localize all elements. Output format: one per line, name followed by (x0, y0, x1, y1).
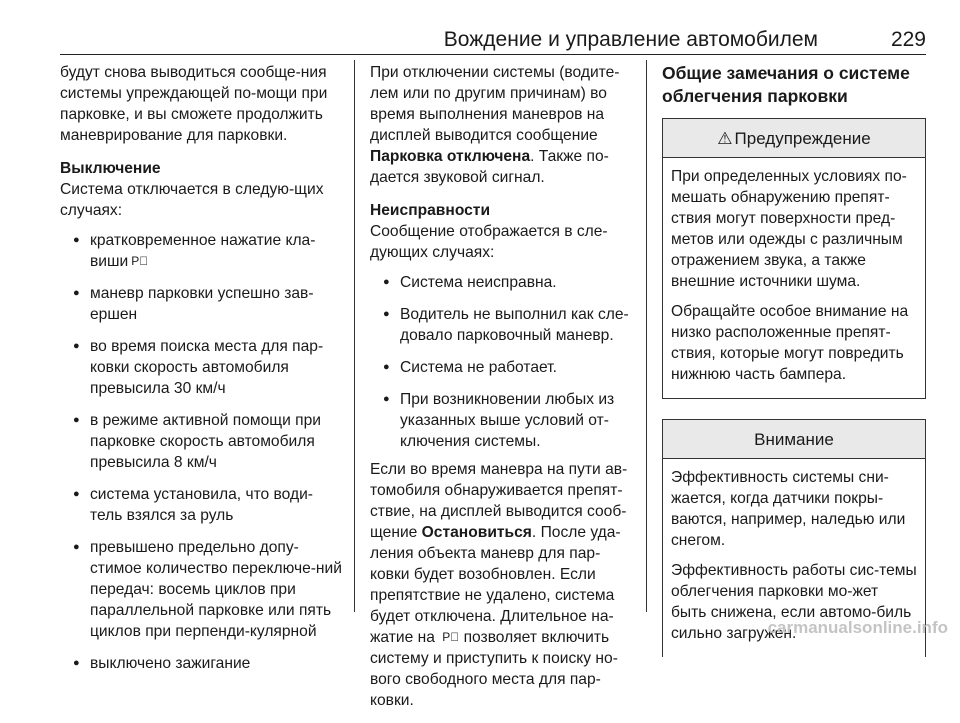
column-divider-2 (646, 60, 647, 612)
off-text: Система отключается в следую-щих случаях: (60, 181, 324, 219)
warning-text-1: При определенных условиях по-мешать обнаружению препят-ствия могут поверхности пред-метов или одежды с различным отражением звука, а также внешние источники шума. (671, 168, 907, 290)
intro-paragraph: будут снова выводиться сообще-ния системы упреждающей по-мощи при парковке, и вы сможете продолжить маневрирование для парковки. (60, 64, 328, 144)
warning-title: Предупреждение (734, 129, 871, 148)
fault-conditions-list (370, 272, 634, 452)
list-item: ● выключено зажигание (60, 653, 342, 674)
list-item: ● Водитель не выполнил как сле-довало парковочный маневр. (370, 304, 634, 346)
caution-text-2: Эффективность работы сис-темы облегчения парковки мо-жет быть снижена, если автомо-биль сильно загружен. (671, 562, 917, 642)
list-item: ● Система не работает. (370, 357, 634, 378)
fault-heading: Неисправности (370, 202, 491, 219)
warning-triangle-icon: ⚠ (717, 129, 733, 148)
off-conditions-list (60, 230, 342, 674)
list-item: ● При возникновении любых из указанных выше условий от-ключения системы. (370, 389, 634, 452)
list-item: ● маневр парковки успешно зав-ершен (60, 283, 342, 325)
list-item: ● в режиме активной помощи при парковке скорость автомобиля превысила 8 км/ч (60, 410, 342, 473)
column-right (662, 62, 926, 671)
warning-box-header (663, 119, 925, 158)
message-parking-disabled: Парковка отключена (370, 148, 531, 165)
caution-title: Внимание (754, 430, 834, 449)
list-item: ● кратковременное нажатие кла-виши P⃤ (60, 230, 342, 272)
page-title: Вождение и управление автомобилем (443, 28, 818, 51)
caution-text-1: Эффективность системы сни-жается, когда датчики покры-ваются, например, наледью или снегом. (671, 469, 906, 549)
parking-assist-icon: P⃤ (131, 254, 149, 268)
list-item: ● система установила, что води-тель взялся за руль (60, 484, 342, 526)
section-title: Общие замечания о системе облегчения парковки (662, 63, 910, 106)
list-item: ● Система неисправна. (370, 272, 634, 293)
message-stop: Остановиться (421, 524, 532, 541)
disable-paragraph: При отключении системы (водите-лем или по другим причинам) во время выполнения маневров на дисплей выводится сообщение Парковка отключена. Также по-дается звуковой сигнал. (370, 64, 620, 186)
column-divider-1 (354, 60, 355, 612)
warning-box-body (663, 158, 925, 398)
list-item: ● превышено предельно допу-стимое количество переключе-ний передач: восемь циклов при параллельной парковке или пять циклов при перпенди-кулярной (60, 537, 342, 642)
caution-box-header (663, 420, 925, 459)
fault-text: Сообщение отображается в сле-дующих случаях: (370, 223, 608, 261)
obstacle-paragraph: Если во время маневра на пути ав-томобиля обнаруживается препят-ствие, на дисплей выводится сооб-щение Остановиться. После уда-ления объекта маневр для пар-ковки будет возобновлен. Если препятствие не удалено, система будет отключена. Длительное на-жатие на P⃤ позволяет включить систему и приступить к поиску но-вого свободного места для пар-ковки. (370, 461, 628, 709)
column-middle (370, 62, 634, 723)
warning-box (662, 118, 926, 399)
column-left (60, 62, 342, 685)
warning-text-2: Обращайте особое внимание на низко расположенные препят-ствия, которые могут повредить нижнюю часть бампера. (671, 303, 909, 383)
page-number: 229 (890, 28, 926, 51)
watermark: carmanualsonline.info (767, 618, 948, 637)
parking-assist-icon: P⃤ (442, 630, 460, 644)
off-heading: Выключение (60, 160, 161, 177)
list-item: ● во время поиска места для пар-ковки скорость автомобиля превысила 30 км/ч (60, 336, 342, 399)
page-header (60, 14, 926, 55)
